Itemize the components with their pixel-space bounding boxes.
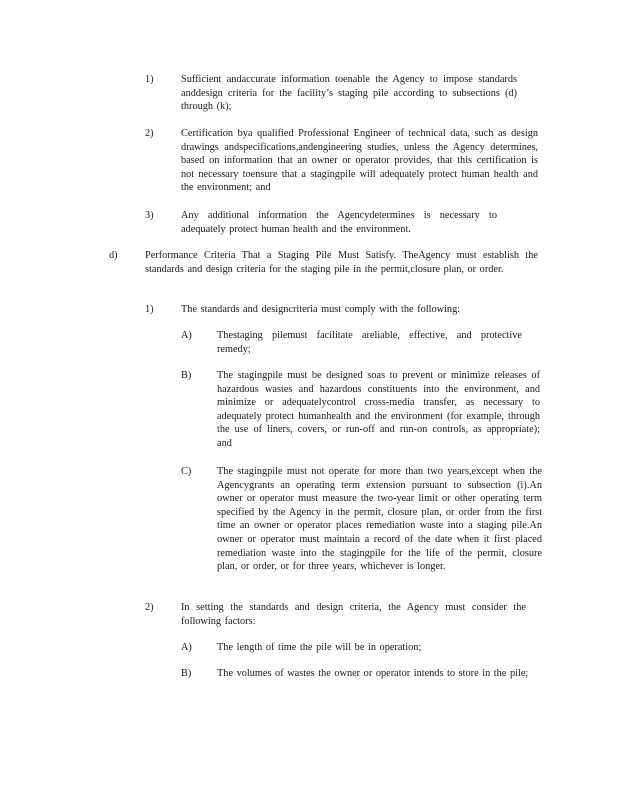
- item-label: 1): [145, 304, 154, 315]
- item-label: B): [181, 668, 192, 679]
- item-text: In setting the standards and design criteria, the Agency must consider the following factors:: [181, 602, 526, 627]
- item-text: The volumes of wastes the owner or operator intends to store in the pile;: [217, 668, 529, 679]
- item-text: Performance Criteria That a Staging Pile Must Satisfy. TheAgency must establish the standards and design criteria for the staging pile in the permit,closure plan, or order.: [145, 250, 538, 275]
- item-label: B): [181, 370, 192, 381]
- item-text: Sufficient andaccurate information toenable the Agency to impose standards anddesign criteria for the facility’s staging pile according to subsections (d) through (k);: [181, 74, 517, 113]
- item-text: Certification bya qualified Professional Engineer of technical data, such as design drawings andspecifications,andengineering studies, unless the Agency determines, based on information that an owner or operator provides, that this certification is not necessary toensure that a stagingpile will adequately protect human health and the environment; and: [181, 128, 538, 194]
- item-label: 3): [145, 210, 154, 221]
- item-label: 1): [145, 74, 154, 85]
- item-text: The stagingpile must be designed soas to prevent or minimize releases of hazardous wastes and hazardous constituents into the environment, and minimize or adequatelycontrol cross-media transfer, as necessary to adequately protect humanhealth and the environment (for example, through the use of liners, covers, or run-off and run-on controls, as appropriate); and: [217, 370, 540, 449]
- item-text: Thestaging pilemust facilitate areliable, effective, and protective remedy;: [217, 330, 522, 355]
- item-label: d): [109, 250, 118, 261]
- item-label: A): [181, 642, 192, 653]
- item-label: 2): [145, 128, 154, 139]
- item-text: Any additional information the Agencydetermines is necessary to adequately protect human health and the environment.: [181, 210, 497, 235]
- item-text: The length of time the pile will be in operation;: [217, 642, 422, 653]
- item-text: The standards and designcriteria must comply with the following:: [181, 304, 461, 315]
- item-text: The stagingpile must not operate for more than two years,except when the Agencygrants an operating term extension pursuant to subsection (i).An owner or operator must measure the two-year limit or other operating term specified by the Agency in the permit, closure plan, or order from the first time an owner or operator places remediation waste into a staging pile.An owner or operator must maintain a record of the date when it first placed remediation waste into the stagingpile for the life of the permit, closure plan, or order, or for three years, whichever is longer.: [217, 466, 542, 573]
- item-label: 2): [145, 602, 154, 613]
- item-label: C): [181, 466, 192, 477]
- item-label: A): [181, 330, 192, 341]
